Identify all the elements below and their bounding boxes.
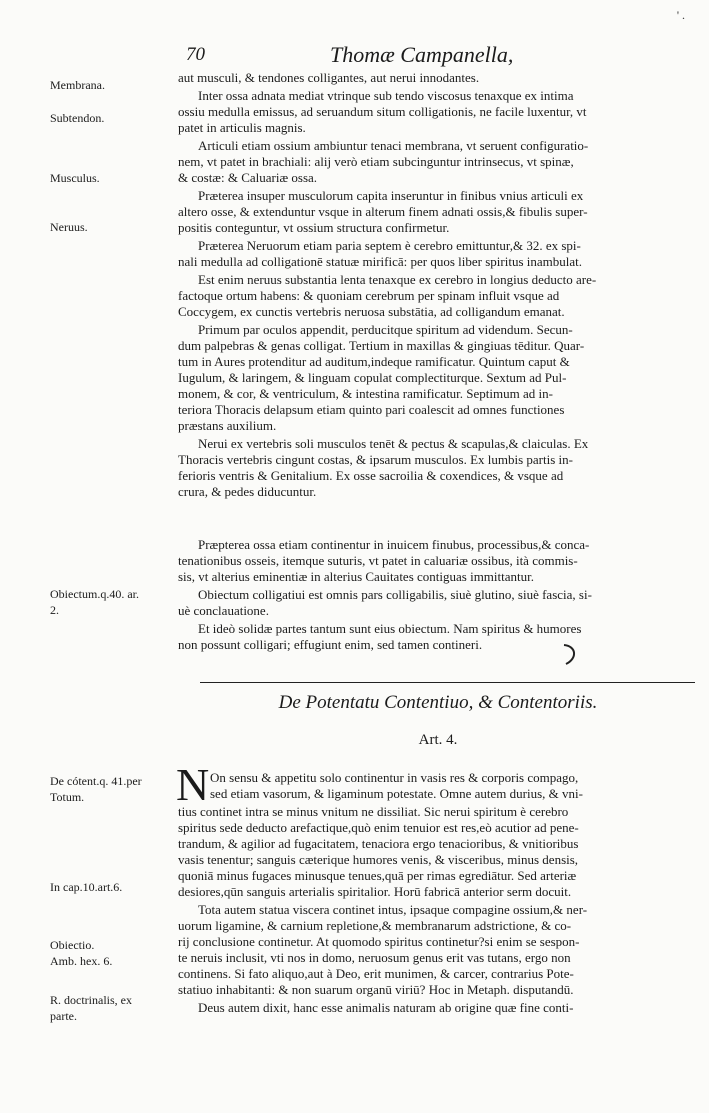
text-line: desiores,qūn sanguis arterialis spiritalior. Horū fabricā anterior serm docuit. xyxy=(178,884,572,899)
margin-note: Obiectum.q.40. ar. xyxy=(50,587,139,601)
text-line: Coccygem, ex cunctis vertebris neruosa substātia, ad colligandum emanat. xyxy=(178,304,565,319)
flourish-icon xyxy=(560,642,582,666)
text-line: dum palpebras & genas colligat. Tertium in maxillas & gingiuas tēditur. Quar- xyxy=(178,338,585,353)
margin-note: Subtendon. xyxy=(50,111,105,125)
text-line: On sensu & appetitu solo continentur in vasis res & corporis compago, xyxy=(210,770,579,785)
margin-note: Amb. hex. 6. xyxy=(50,954,113,968)
margin-note: Neruus. xyxy=(50,220,88,234)
text-line: spiritus sede deducto arefactique,quò enim tenuior est res,eò acutior ad pene- xyxy=(178,820,579,835)
margin-note: R. doctrinalis, ex xyxy=(50,993,132,1007)
margin-note: In cap.10.art.6. xyxy=(50,880,123,894)
text-line: non possunt colligari; effugiunt enim, sed tamen contineri. xyxy=(178,637,483,652)
text-line: vasis tenentur; sanguis cæterique humores venis, & visceribus, minus densis, xyxy=(178,852,579,867)
text-line: sed etiam vasorum, & ligaminum potestate. Omne autem durius, & vni- xyxy=(210,786,583,801)
text-line: Nerui ex vertebris soli musculos tenēt & pectus & scapulas,& claiculas. Ex xyxy=(198,436,589,451)
text-line: Primum par oculos appendit, perducitque spiritum ad videndum. Secun- xyxy=(198,322,573,337)
text-line: continens. Si fato aliquo,aut à Deo, erit munimen, & carcer, contrarius Pote- xyxy=(178,966,574,981)
text-line: te neruis inclusit, vti nos in domo, neruosum genus erit vas tutans, ergo non xyxy=(178,950,571,965)
corner-mark: ' . xyxy=(676,8,685,22)
margin-note: Totum. xyxy=(50,790,85,804)
section-title: De Potentatu Contentiuo, & Contentoriis. xyxy=(278,692,598,713)
text-line: Articuli etiam ossium ambiuntur tenaci membrana, vt seruent configuratio- xyxy=(198,138,589,153)
drop-cap: N xyxy=(176,759,210,810)
text-line: rij conclusione continetur. At quomodo spiritus continetur?si enim se sespon- xyxy=(178,934,580,949)
closing-flourish xyxy=(560,642,582,672)
text-line: factoque ortum habens: & quoniam cerebrum per spinam influit vsque ad xyxy=(178,288,560,303)
text-line: aut musculi, & tendones colligantes, aut nerui innodantes. xyxy=(178,70,480,85)
text-line: Est enim neruus substantia lenta tenaxque ex cerebro in longius deducto are- xyxy=(198,272,597,287)
margin-note: De cótent.q. 41.per xyxy=(50,774,142,788)
text-line: ossiu medulla emissus, ad seruandum situm colligationis, ne facile luxentur, vt xyxy=(178,104,587,119)
text-line: tenationibus osseis, itemque suturis, vt patet in caluariæ ossibus, ità commis- xyxy=(178,553,578,568)
text-line: Præpterea ossa etiam continentur in inuicem finubus, processibus,& conca- xyxy=(198,537,590,552)
text-line: quoniā minus fugaces minusque tenues,quā per rimas egrediātur. Sed arteriæ xyxy=(178,868,577,883)
margin-note: Obiectio. xyxy=(50,938,95,952)
text-line: nem, vt patet in brachiali: alij verò etiam subcinguntur intrinsecus, vt spinæ, xyxy=(178,154,574,169)
text-line: monem, & cor, & ventriculum, & intestina ramificatur. Septimum ad in- xyxy=(178,386,553,401)
text-line: statiuo inhabitanti: & non suarum organū viriū? Hoc in Metaph. disputandū. xyxy=(178,982,574,997)
text-line: uè conclauatione. xyxy=(178,603,269,618)
text-line: Deus autem dixit, hanc esse animalis naturam ab origine quæ fine conti- xyxy=(198,1000,574,1015)
text-line: Præterea insuper musculorum capita inseruntur in finibus vnius articuli ex xyxy=(198,188,584,203)
text-line: præstans auxilium. xyxy=(178,418,277,433)
section-divider xyxy=(200,682,695,683)
text-line: Iugulum, & laringem, & linguam copulat complectiturque. Sextum ad Pul- xyxy=(178,370,567,385)
text-line: positis conteguntur, vt ossium structura confirmetur. xyxy=(178,220,450,235)
text-line: uorum ligamine, & carnium repletione,& membranarum adstrictione, & co- xyxy=(178,918,572,933)
text-line: patet in articulis magnis. xyxy=(178,120,306,135)
article-label: Art. 4. xyxy=(418,732,458,748)
margin-note: Membrana. xyxy=(50,78,105,92)
text-line: Thoracis vertebris cingunt costas, & ipsarum musculos. Ex lumbis partis in- xyxy=(178,452,573,467)
margin-note: 2. xyxy=(50,603,59,617)
text-line: trandum, & agilior ad fugacitatem, tenaciora ergo tenacioribus, & vnitioribus xyxy=(178,836,579,851)
text-line: Præterea Neruorum etiam paria septem è cerebro emittuntur,& 32. ex spi- xyxy=(198,238,581,253)
page-number: 70 xyxy=(186,44,205,65)
margin-note: Musculus. xyxy=(50,171,100,185)
text-line: crura, & pedes diducuntur. xyxy=(178,484,317,499)
text-line: altero osse, & extenduntur vsque in alterum finem adnati ossis,& fibulis super- xyxy=(178,204,588,219)
text-line: Obiectum colligatiui est omnis pars colligabilis, siuè glutino, siuè fascia, si- xyxy=(198,587,592,602)
text-line: tius continet intra se minus vnitum ne dissiliat. Sic nerui spiritum è cerebro xyxy=(178,804,569,819)
text-line: teriora Thoracis delapsum etiam quinto pari coalescit ad omnes functiones xyxy=(178,402,565,417)
text-line: Tota autem statua viscera continet intus, ipsaque compagine ossium,& ner- xyxy=(198,902,588,917)
text-line: Inter ossa adnata mediat vtrinque sub tendo viscosus tenaxque ex intima xyxy=(198,88,574,103)
text-line: Et ideò solidæ partes tantum sunt eius obiectum. Nam spiritus & humores xyxy=(198,621,582,636)
text-line: nali medulla ad colligationē statuæ mirificā: per quos liber spiritus inambulat. xyxy=(178,254,582,269)
running-title: Thomæ Campanella, xyxy=(330,42,514,67)
text-line: ferioris ventris & Genitalium. Ex osse sacroilia & coxendices, & vsque ad xyxy=(178,468,564,483)
text-line: tum in Aures protenditur ad auditum,indeque ramificatur. Quintum caput & xyxy=(178,354,570,369)
text-line: sis, vt alterius eminentiæ in alterius Cauitates contiguas immittantur. xyxy=(178,569,535,584)
margin-note: parte. xyxy=(50,1009,77,1023)
text-line: & costæ: & Caluariæ ossa. xyxy=(178,170,318,185)
